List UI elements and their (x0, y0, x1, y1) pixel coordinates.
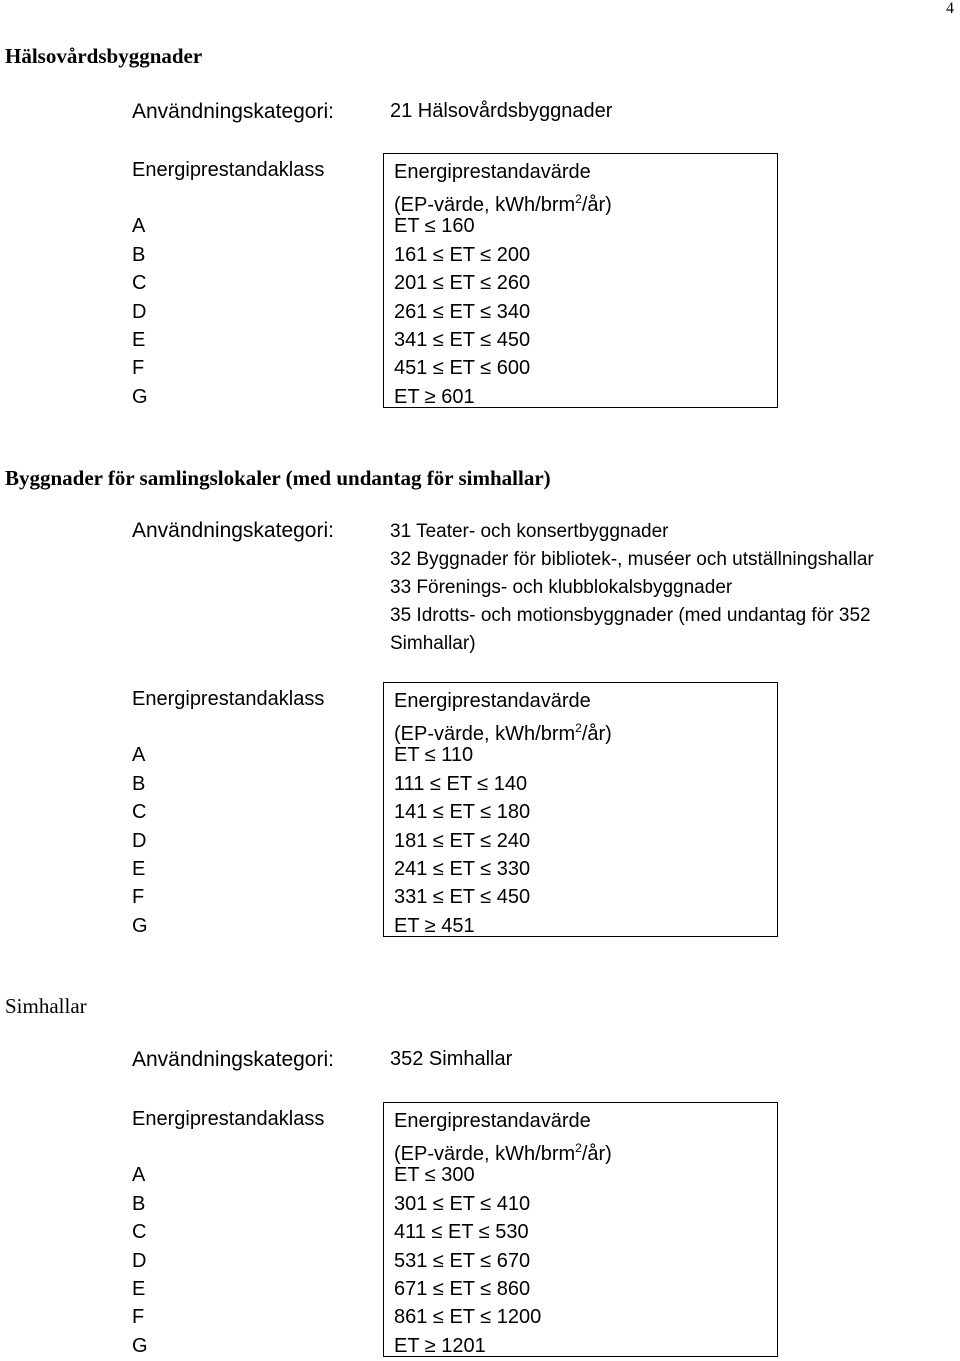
energy-class: E (132, 1278, 146, 1301)
page-number: 4 (946, 0, 954, 17)
energy-class: F (132, 1306, 145, 1329)
energy-class: B (132, 243, 146, 266)
energy-class: A (132, 215, 146, 238)
value-header-exponent: 2 (575, 192, 582, 206)
table-row (120, 1247, 778, 1275)
energy-value-range: 861 ≤ ET ≤ 1200 (394, 1306, 542, 1329)
energy-value-range: 531 ≤ ET ≤ 670 (394, 1249, 531, 1272)
value-header (382, 1105, 778, 1168)
section-title: Byggnader för samlingslokaler (med undantag för simhallar) (5, 466, 551, 490)
energy-value-range: 201 ≤ ET ≤ 260 (394, 272, 531, 295)
energy-value-range: 141 ≤ ET ≤ 180 (394, 801, 531, 824)
energy-value-range: ET ≥ 1201 (394, 1334, 486, 1357)
energy-value-range: 671 ≤ ET ≤ 860 (394, 1278, 531, 1301)
table-row (120, 770, 778, 798)
table-header-row (120, 1105, 778, 1165)
energy-value-range: 301 ≤ ET ≤ 410 (394, 1192, 531, 1215)
category-item: 35 Idrotts- och motionsbyggnader (med undantag för 352 (390, 605, 871, 626)
energy-value-range: ET ≥ 451 (394, 914, 475, 937)
category-item: 33 Förenings- och klubblokalsbyggnader (390, 577, 733, 598)
energy-value-range: 411 ≤ ET ≤ 530 (394, 1221, 529, 1244)
energy-value-range: 331 ≤ ET ≤ 450 (394, 886, 531, 909)
energy-class: E (132, 858, 146, 881)
table-row (120, 213, 778, 241)
value-header-line2 (394, 1135, 778, 1168)
table-row (120, 241, 778, 269)
energy-class: C (132, 1221, 147, 1244)
energy-class: C (132, 272, 147, 295)
value-header-line1: Energiprestandavärde (394, 1110, 591, 1132)
energy-class: F (132, 886, 145, 909)
value-header-per-year: /år) (581, 1143, 612, 1165)
table-row (120, 383, 778, 411)
value-header-line2 (394, 715, 778, 748)
value-header-line1: Energiprestandavärde (394, 161, 591, 183)
table-row (120, 1190, 778, 1218)
value-header-unit: (EP-värde, kWh/brm (394, 723, 576, 745)
category-label: Användningskategori: (132, 100, 334, 123)
table-row (120, 827, 778, 855)
energy-class-table (120, 1105, 778, 1361)
energy-class: D (132, 829, 147, 852)
category-label: Användningskategori: (132, 1048, 334, 1071)
value-header-unit: (EP-värde, kWh/brm (394, 194, 576, 216)
energy-value-range: ET ≥ 601 (394, 385, 475, 408)
energy-class: A (132, 1164, 146, 1187)
value-header-exponent: 2 (575, 1141, 582, 1155)
value-header-line2 (394, 186, 778, 219)
energy-class-table (120, 685, 778, 941)
energy-value-range: ET ≤ 110 (394, 744, 474, 767)
category-value: 21 Hälsovårdsbyggnader (390, 100, 613, 122)
energy-value-range: 111 ≤ ET ≤ 140 (394, 772, 528, 795)
category-label: Användningskategori: (132, 519, 334, 542)
table-row (120, 1219, 778, 1247)
energy-class: G (132, 385, 148, 408)
energy-value-range: ET ≤ 300 (394, 1164, 475, 1187)
value-header (382, 685, 778, 748)
table-row (120, 799, 778, 827)
category-item: Simhallar) (390, 633, 476, 654)
table-row (120, 742, 778, 770)
category-list (390, 518, 874, 658)
energy-class: B (132, 772, 146, 795)
energy-value-range: 181 ≤ ET ≤ 240 (394, 829, 531, 852)
table-row (120, 1304, 778, 1332)
value-header-per-year: /år) (581, 723, 612, 745)
category-item: 32 Byggnader för bibliotek-, muséer och utställningshallar (390, 549, 874, 570)
section-title: Hälsovårdsbyggnader (5, 44, 203, 68)
table-row (120, 270, 778, 298)
energy-value-range: 341 ≤ ET ≤ 450 (394, 329, 531, 352)
table-row (120, 1162, 778, 1190)
table-row (120, 326, 778, 354)
category-item: 31 Teater- och konsertbyggnader (390, 521, 669, 542)
energy-class: G (132, 1334, 148, 1357)
value-header-unit: (EP-värde, kWh/brm (394, 1143, 576, 1165)
section-title: Simhallar (5, 994, 87, 1018)
class-header: Energiprestandaklass (132, 688, 325, 710)
energy-value-range: 261 ≤ ET ≤ 340 (394, 300, 531, 323)
table-row (120, 355, 778, 383)
energy-class: F (132, 357, 145, 380)
table-row (120, 855, 778, 883)
energy-class: E (132, 329, 146, 352)
table-row (120, 1332, 778, 1360)
table-header-row (120, 156, 778, 216)
energy-class: A (132, 744, 146, 767)
energy-class: C (132, 801, 147, 824)
table-row (120, 298, 778, 326)
energy-value-range: 241 ≤ ET ≤ 330 (394, 858, 531, 881)
class-header: Energiprestandaklass (132, 159, 325, 181)
energy-class: D (132, 300, 147, 323)
energy-class: D (132, 1249, 147, 1272)
value-header-line1: Energiprestandavärde (394, 690, 591, 712)
value-header-per-year: /år) (581, 194, 612, 216)
category-value: 352 Simhallar (390, 1048, 513, 1070)
energy-value-range: ET ≤ 160 (394, 215, 475, 238)
class-header: Energiprestandaklass (132, 1108, 325, 1130)
energy-class: B (132, 1192, 146, 1215)
energy-class: G (132, 914, 148, 937)
energy-class-table (120, 156, 778, 412)
energy-value-range: 161 ≤ ET ≤ 200 (394, 243, 531, 266)
table-header-row (120, 685, 778, 745)
table-row (120, 884, 778, 912)
energy-value-range: 451 ≤ ET ≤ 600 (394, 357, 531, 380)
value-header-exponent: 2 (575, 721, 582, 735)
table-row (120, 912, 778, 940)
value-header (382, 156, 778, 219)
table-row (120, 1275, 778, 1303)
